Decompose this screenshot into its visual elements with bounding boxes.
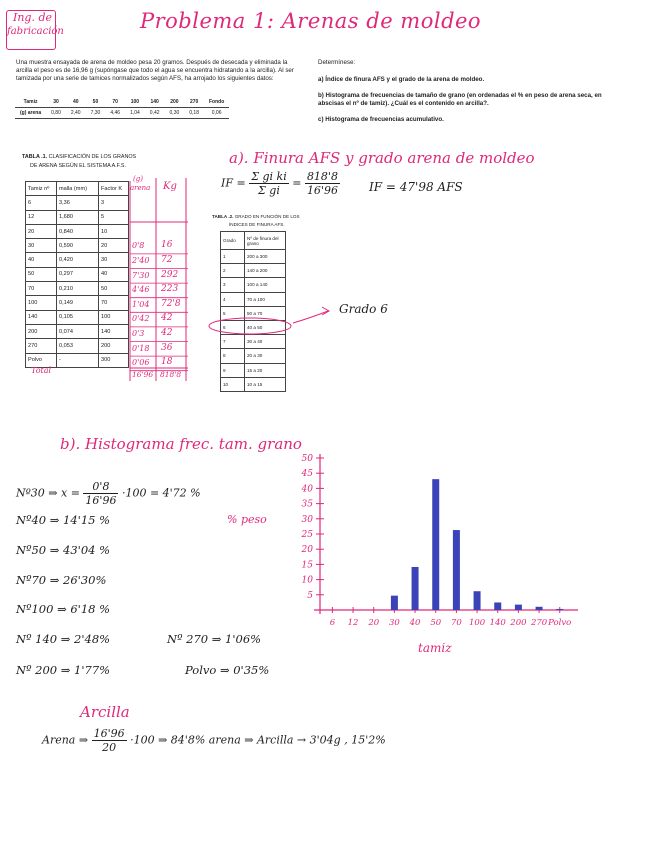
table1-cell: 200 — [26, 324, 57, 338]
table1-cell: 70 — [26, 282, 57, 296]
histogram-bar — [556, 609, 563, 610]
table1-hw-cell-b: 72 — [161, 254, 173, 265]
table1-hw-cell-b: 292 — [161, 269, 179, 280]
table1-cell: 20 — [26, 224, 57, 238]
table1-hw-cell-b: 42 — [161, 313, 173, 324]
table1-cell: 30 — [99, 253, 129, 267]
table2-cell: 8 — [221, 349, 245, 363]
table1-cell: 12 — [26, 210, 57, 224]
sieve-cell: 100 — [130, 99, 140, 105]
table1-cell: 300 — [99, 353, 129, 367]
table1-cell: 70 — [99, 296, 129, 310]
table1-hw-cell-a: 0'06 — [132, 358, 150, 368]
formula-num2: 818'8 — [306, 170, 338, 183]
sieve-cell: 0,18 — [189, 110, 199, 116]
table1-hw-cell-b: 42 — [161, 327, 173, 338]
calc-line-polvo: Polvo ⇒ 0'35% — [185, 663, 270, 677]
formula-if-label: IF = — [221, 176, 246, 190]
table1-hw-cell-a: 1'04 — [132, 299, 150, 309]
histogram-y-tick-label: 5 — [307, 590, 313, 601]
sieve-cell: Fondo — [209, 99, 225, 105]
histogram-x-tick-label: 40 — [409, 618, 421, 628]
histogram-y-tick-label: 10 — [301, 575, 313, 586]
table1-hw-cell-b: 36 — [161, 342, 173, 353]
table1-cell: 140 — [99, 324, 129, 338]
table2-header: Grado — [221, 232, 245, 250]
sieve-cell: 200 — [170, 99, 179, 105]
calc-line: Nº40 ⇒ 14'15 % — [16, 513, 111, 527]
table1-caption2: DE ARENA SEGÚN EL SISTEMA A.F.S. — [30, 163, 126, 169]
sieve-cell: 2,40 — [70, 110, 81, 116]
table1-hw-cell-a: 2'40 — [132, 255, 150, 265]
histogram-x-tick-label: 12 — [347, 618, 359, 628]
sieve-cell: 270 — [189, 99, 199, 105]
calc-line: Nº 140 ⇒ 2'48% — [16, 632, 111, 646]
table1-cell: 40 — [99, 267, 129, 281]
sieve-cell: 50 — [92, 99, 99, 105]
table1-cell: 0,297 — [57, 267, 99, 281]
table2-cell: 2 — [221, 264, 245, 278]
histogram-bar — [515, 605, 522, 610]
histogram-xlabel: tamiz — [418, 641, 452, 655]
histogram-ylabel: % peso — [227, 513, 267, 526]
table1-hw-cell-b: 72'8 — [161, 298, 181, 309]
calc-n30-den: 16'96 — [85, 494, 117, 507]
table1-cell: 0,590 — [57, 239, 99, 253]
formula-equals: = — [292, 176, 302, 190]
table1-cell: 270 — [26, 339, 57, 353]
calc-line: Nº100 ⇒ 6'18 % — [16, 602, 111, 616]
histogram-bar — [432, 479, 439, 610]
page-title: Problema 1: Arenas de moldeo — [140, 9, 482, 33]
table2-cell: 70 a 100 — [245, 292, 286, 306]
table1-hw-cell-a: 7'30 — [132, 270, 150, 280]
table2-cell: 40 a 50 — [245, 320, 286, 334]
table1-header: Factor K — [99, 182, 129, 196]
table1-hw-cell-b: 16 — [161, 240, 173, 251]
table1-cell: 0,210 — [57, 282, 99, 296]
sieve-cell: 7,30 — [90, 110, 101, 116]
sieve-cell: 0,80 — [51, 110, 61, 116]
table2-cell: 1 — [221, 250, 245, 264]
histogram-y-tick-label: 50 — [301, 454, 313, 464]
histogram-bar — [453, 530, 460, 610]
table2-caption-text: GRADO EN FUNCIÓN DE LOS — [234, 214, 300, 219]
arcilla-title: Arcilla — [80, 703, 130, 721]
table1-cell: 20 — [99, 239, 129, 253]
histogram-y-tick-label: 30 — [301, 514, 313, 525]
table1-cell: 0,105 — [57, 310, 99, 324]
table2-header: Nº de finura del grano — [245, 232, 286, 250]
table1-hw-cell-b: 223 — [161, 284, 179, 295]
histogram-bar — [494, 602, 501, 610]
histogram-x-tick-label: 50 — [430, 618, 442, 628]
calc-line: Nº 200 ⇒ 1'77% — [16, 663, 111, 677]
afs-result: IF = 47'98 AFS — [369, 180, 463, 194]
table2-caption2: ÍNDICES DE FINURA AFS. — [229, 222, 285, 227]
calc-n30-prefix: Nº30 ⇒ x = — [16, 486, 80, 500]
table1-header: malla (mm) — [57, 182, 99, 196]
arcilla-rest: ·100 ⇒ 84'8% arena ⇒ Arcilla → 3'04g , 15'2% — [130, 733, 386, 747]
table1-cell: 3 — [99, 196, 129, 210]
table1-cell: 0,420 — [57, 253, 99, 267]
grade-result: Grado 6 — [339, 302, 388, 316]
histogram-y-tick-label: 20 — [301, 545, 313, 556]
table1-caption-text: CLASIFICACIÓN DE LOS GRANOS — [48, 154, 137, 160]
formula-num1: Σ gi ki — [251, 170, 287, 183]
table2-cell: 10 a 15 — [245, 377, 286, 391]
formula-den1: Σ gi — [258, 184, 280, 197]
table2-cell: 4 — [221, 292, 245, 306]
sieve-cell: 0,06 — [211, 110, 222, 116]
table2-cell: 15 a 20 — [245, 363, 286, 377]
table1-cell: 100 — [99, 310, 129, 324]
table1-cell: 140 — [26, 310, 57, 324]
table2-cell: 100 a 140 — [245, 278, 286, 292]
table1-cell: 5 — [99, 210, 129, 224]
table2-cell: 30 a 40 — [245, 335, 286, 349]
table2-cell: 10 — [221, 377, 245, 391]
table2-cell: 7 — [221, 335, 245, 349]
table2-cell: 9 — [221, 363, 245, 377]
course-tag-line1: Ing. de — [13, 11, 53, 24]
table1-hw-total-label: Total — [31, 366, 52, 375]
histogram-y-tick-label: 25 — [301, 530, 313, 540]
sieve-label: Tamiz — [23, 99, 38, 105]
histogram-x-tick-label: 6 — [329, 618, 336, 628]
histogram-x-tick-label: 200 — [510, 618, 527, 628]
formula-den2: 16'96 — [306, 184, 338, 197]
arcilla-den: 20 — [102, 741, 117, 754]
histogram-bar — [412, 567, 419, 610]
table2-cell: 140 a 200 — [245, 264, 286, 278]
course-tag-line2: fabricación — [7, 26, 64, 37]
table2-caption-bold: TABLA .2. — [212, 214, 234, 219]
table2-cell: 200 a 300 — [245, 250, 286, 264]
table1-cell: - — [57, 353, 99, 367]
histogram-x-tick-label: 100 — [468, 618, 486, 628]
histogram-y-tick-label: 45 — [301, 469, 313, 480]
table1-hw-total-a: 16'96 — [132, 370, 154, 379]
histogram-x-tick-label: Polvo — [548, 618, 572, 628]
sieve-cell: 4,46 — [110, 110, 121, 116]
arcilla-fraction — [92, 727, 127, 754]
table1-cell: 50 — [26, 267, 57, 281]
table1-cell: 3,36 — [57, 196, 99, 210]
table1-cell: Polvo — [26, 353, 57, 367]
calc-line: Nº50 ⇒ 43'04 % — [16, 543, 111, 557]
histogram-y-tick-label: 35 — [301, 499, 313, 510]
table2-cell: 50 a 70 — [245, 306, 286, 320]
histogram-x-tick-label: 20 — [368, 618, 380, 628]
table2-cell: 20 a 30 — [245, 349, 286, 363]
sieve-cell: 40 — [72, 99, 79, 105]
table1-hw-cell-a: 0'18 — [132, 343, 150, 353]
table2-cell: 3 — [221, 278, 245, 292]
histogram-bar — [391, 596, 398, 610]
arcilla-num: 16'96 — [93, 727, 125, 740]
table1-cell: 0,053 — [57, 339, 99, 353]
arcilla-calculation — [42, 727, 386, 754]
sieve-label: (g) arena — [20, 110, 42, 116]
calc-n30-num: 0'8 — [83, 480, 118, 494]
histogram-x-tick-label: 270 — [530, 618, 548, 628]
question-c: c) Histograma de frecuencias acumulativo. — [318, 116, 444, 123]
table1-hw-total-b: 818'8 — [160, 370, 182, 379]
sieve-cell: 0,42 — [149, 110, 160, 116]
determine-label: Determínese: — [318, 59, 356, 66]
question-b: b) Histograma de frecuencias de tamaño de grano (en ordenadas el % en peso de arena seca, en abscisas el nº de tamiz). ¿Cuál es el contenido en arcilla?. — [318, 92, 602, 108]
table1-cell: 10 — [99, 224, 129, 238]
histogram-bar — [536, 607, 543, 610]
table1-hw-cell-a: 4'46 — [132, 285, 150, 295]
table1-hw-cell-a: 0'42 — [132, 314, 150, 324]
table1-hw-header-a2: arena — [130, 184, 151, 192]
sieve-cell: 0,30 — [169, 110, 180, 116]
table1-cell: 100 — [26, 296, 57, 310]
table1-cell: 50 — [99, 282, 129, 296]
question-a: a) Índice de finura AFS y el grado de la arena de moldeo. — [318, 76, 485, 83]
sieve-cell: 70 — [112, 99, 118, 105]
table1-caption-bold: TABLA .1. — [22, 154, 48, 160]
table1-cell: 6 — [26, 196, 57, 210]
arcilla-arena-label: Arena ⇒ — [42, 733, 89, 747]
table1-cell: 30 — [26, 239, 57, 253]
table1-hw-header-b: Kg — [163, 181, 177, 192]
calc-n30-suffix: ·100 = 4'72 % — [121, 486, 201, 500]
table1-cell: 200 — [99, 339, 129, 353]
calc-line: Nº70 ⇒ 26'30% — [16, 573, 107, 587]
table1-hw-cell-a: 0'3 — [132, 328, 145, 338]
table1-hw-cell-a: 0'8 — [132, 241, 145, 251]
part-b-title: b). Histograma frec. tam. grano — [60, 435, 302, 453]
histogram-x-tick-label: 70 — [450, 618, 462, 628]
histogram-bar — [474, 591, 481, 610]
calc-line-270: Nº 270 ⇒ 1'06% — [167, 632, 262, 646]
table1-cell: 0,149 — [57, 296, 99, 310]
table1-hw-header-a1: (g) — [133, 175, 143, 183]
histogram-y-tick-label: 15 — [301, 560, 313, 571]
part-a-title: a). Finura AFS y grado arena de moldeo — [229, 149, 535, 167]
histogram-y-tick-label: 40 — [301, 484, 313, 495]
table1-cell: 40 — [26, 253, 57, 267]
histogram-x-tick-label: 140 — [489, 618, 506, 628]
sieve-cell: 140 — [150, 99, 159, 105]
histogram-x-tick-label: 30 — [388, 618, 400, 628]
table1-header: Tamiz nº — [26, 182, 57, 196]
table2-cell: 5 — [221, 306, 245, 320]
table2-cell: 6 — [221, 320, 245, 334]
problem-statement: Una muestra ensayada de arena de moldeo pesa 20 gramos. Después de desecada y eliminada la arcilla el peso es de 16,96 g (supóngase que todo el agua se encuentra hidratando a la arcilla). Al ser tamizada por una serie de tamices normalizados según AFS, ha arrojado los siguientes datos: — [16, 59, 294, 83]
table1-cell: 0,840 — [57, 224, 99, 238]
table1-cell: 0,074 — [57, 324, 99, 338]
sieve-cell: 1,04 — [130, 110, 140, 116]
table1-cell: 1,680 — [57, 210, 99, 224]
sieve-cell: 30 — [53, 99, 59, 105]
table1-hw-cell-b: 18 — [161, 357, 173, 368]
